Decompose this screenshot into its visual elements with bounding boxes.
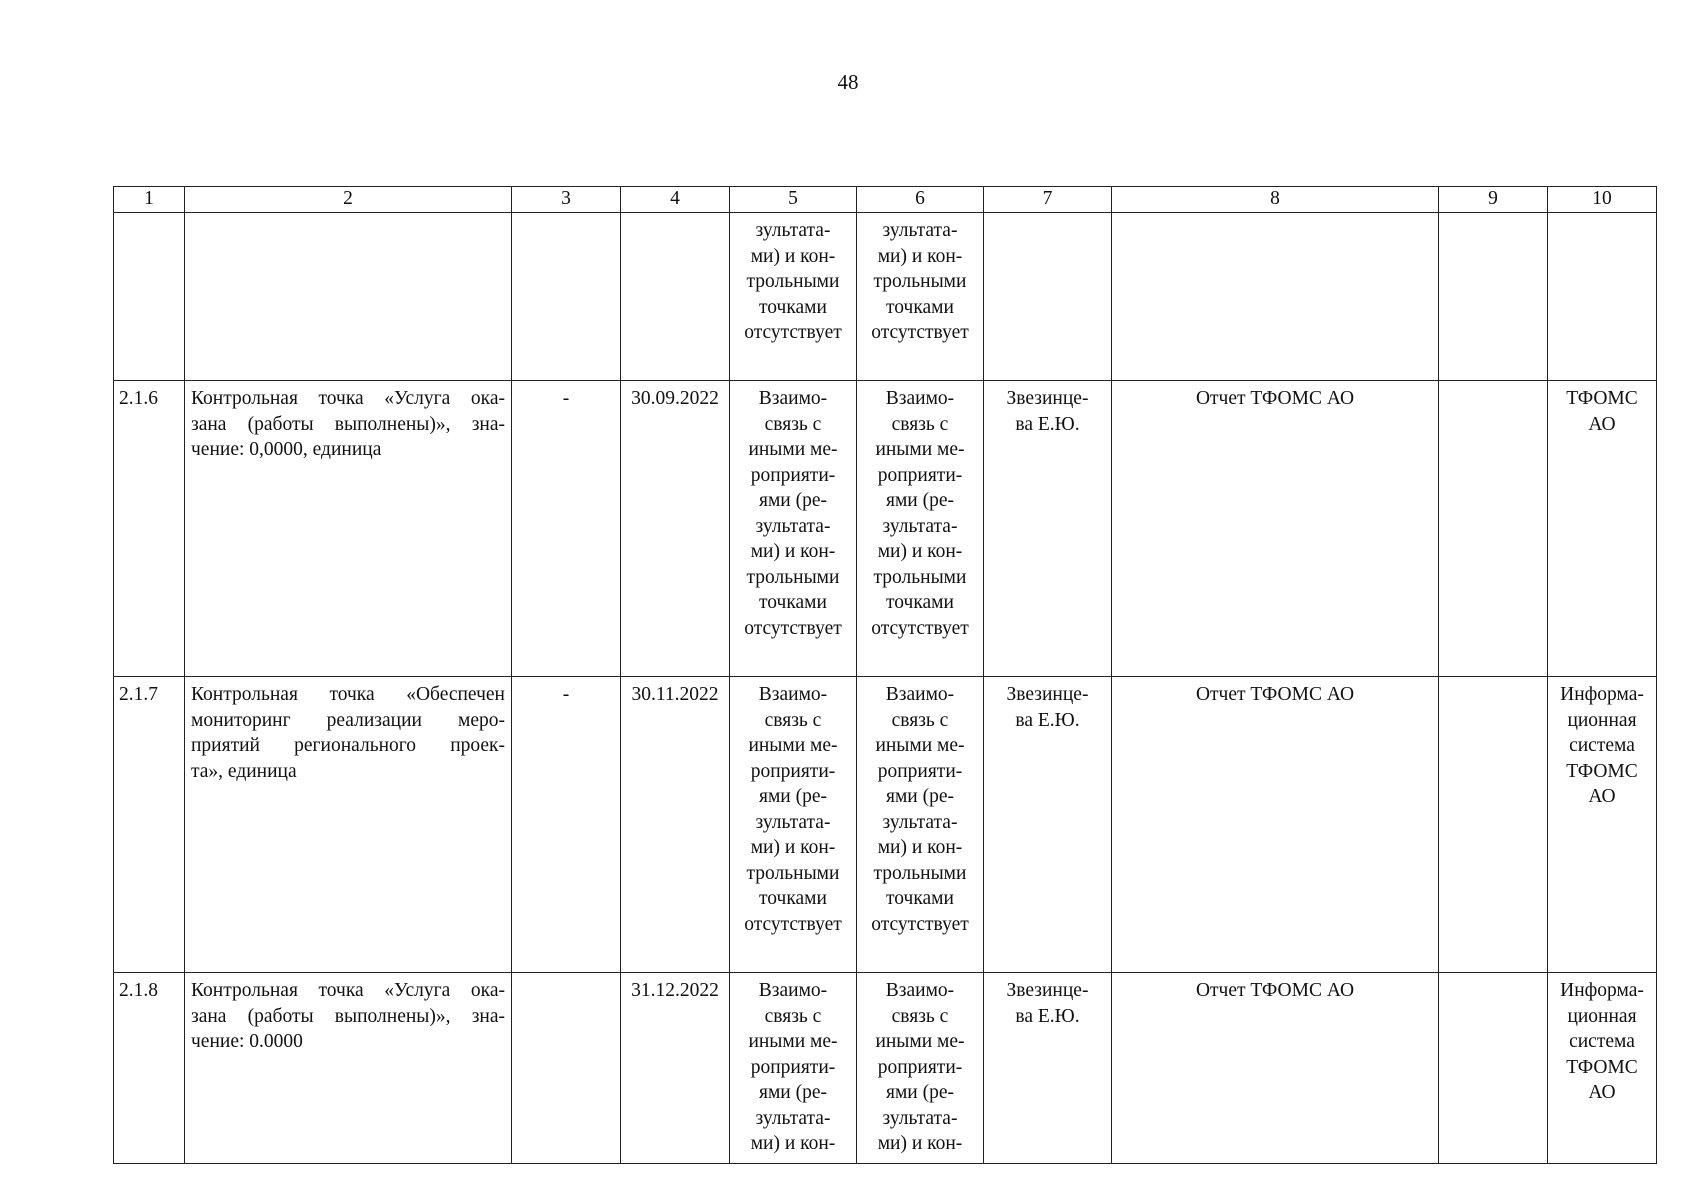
text-line: точками [886,296,954,318]
cell-date: 30.09.2022 [621,381,730,677]
cell-col3: - [512,381,621,677]
text-line: трольными [873,271,967,292]
cell-col9 [1439,973,1548,1164]
cell-name [185,973,512,1164]
text-line: роприяти- [877,760,963,782]
text-line: зультата- [755,1107,831,1129]
text-line: Звезинце- [1006,980,1089,1001]
text-line: иными ме- [875,735,965,756]
text-line: мониторинг реализации меро- [191,709,505,731]
text-line: Информа- [1560,684,1644,705]
text-line: Контрольная точка «Услуга ока- [191,980,505,1001]
table-row [114,973,1657,1164]
column-header: 8 [1112,187,1439,213]
text-line: ями (ре- [885,786,954,807]
text-line: зультата- [882,515,958,537]
text-line: ми) и кон- [750,541,836,562]
text-line: ва Е.Ю. [1015,413,1080,435]
text-line: трольными [873,566,967,588]
text-line: зультата- [882,220,958,241]
text-line: отсутствует [744,913,842,935]
cell-col3: - [512,677,621,973]
cell-col3 [512,973,621,1164]
text-line: трольными [746,862,840,884]
text-line: ми) и кон- [877,541,963,562]
text-line: чение: 0,0000, единица [191,439,382,460]
cell-info-system [1548,677,1657,973]
cell-empty [1439,213,1548,381]
text-line: отсутствует [744,322,842,343]
column-header: 6 [857,187,984,213]
cell-relation [730,381,857,677]
cell-empty [185,213,512,381]
text-line: Взаимо- [885,684,955,705]
cell-relation [730,973,857,1164]
text-line: ями (ре- [758,490,827,511]
cell-relation [857,213,984,381]
text-line: ями (ре- [885,1082,954,1103]
cell-empty [1548,213,1657,381]
cell-info-system [1548,973,1657,1164]
text-line: приятий регионального проек- [191,735,505,756]
text-line: иными ме- [748,439,838,460]
cell-empty [621,213,730,381]
cell-number: 2.1.7 [114,677,185,973]
column-header: 2 [185,187,512,213]
text-line: связь с [891,413,949,435]
text-line: зана (работы выполнены)», зна- [191,1005,505,1027]
text-line: Взаимо- [885,980,955,1001]
text-line: связь с [764,709,822,731]
text-line: отсутствует [871,913,969,935]
text-line: иными ме- [748,1031,838,1052]
text-line: Взаимо- [758,980,828,1001]
text-line: иными ме- [748,735,838,756]
text-line: ва Е.Ю. [1015,709,1080,731]
text-line: связь с [891,1005,949,1027]
text-line: роприяти- [750,760,836,782]
text-line: ТФОМС [1566,388,1638,409]
text-line: зана (работы выполнены)», зна- [191,413,505,435]
text-line: чение: 0.0000 [191,1031,303,1052]
cell-number: 2.1.6 [114,381,185,677]
cell-date: 31.12.2022 [621,973,730,1164]
text-line: ва Е.Ю. [1015,1005,1080,1027]
text-line: точками [759,296,827,318]
cell-empty [984,213,1112,381]
cell-responsible [984,381,1112,677]
text-line: точками [759,592,827,613]
text-line: роприяти- [750,1056,836,1078]
cell-relation [730,213,857,381]
text-line: Взаимо- [885,388,955,409]
text-line: зультата- [755,515,831,537]
text-line: отсутствует [744,617,842,639]
text-line: иными ме- [875,1031,965,1052]
cell-document: Отчет ТФОМС АО [1112,381,1439,677]
text-line: ТФОМС [1566,1056,1638,1078]
text-line: Информа- [1560,980,1644,1001]
text-line: та», единица [191,760,297,782]
text-line: ционная [1567,1005,1637,1027]
cell-col9 [1439,677,1548,973]
text-line: отсутствует [871,322,969,343]
text-line: АО [1588,786,1616,807]
text-line: ми) и кон- [750,245,836,267]
text-line: АО [1588,1082,1616,1103]
page-number: 48 [837,70,859,94]
text-line: ями (ре- [885,490,954,511]
column-header: 10 [1548,187,1657,213]
text-line: Контрольная точка «Обеспечен [191,684,505,705]
text-line: ми) и кон- [877,837,963,858]
column-number-row [114,187,1657,213]
text-line: ями (ре- [758,786,827,807]
table-row-continuation [114,213,1657,381]
text-line: зультата- [882,811,958,833]
text-line: Звезинце- [1006,684,1089,705]
cell-relation [730,677,857,973]
column-header: 9 [1439,187,1548,213]
text-line: роприяти- [750,464,836,486]
text-line: связь с [764,1005,822,1027]
cell-responsible [984,973,1112,1164]
text-line: система [1569,1031,1635,1052]
text-line: точками [759,888,827,909]
text-line: ТФОМС [1566,760,1638,782]
text-line: Взаимо- [758,388,828,409]
column-header: 1 [114,187,185,213]
text-line: Звезинце- [1006,388,1089,409]
column-header: 4 [621,187,730,213]
cell-document: Отчет ТФОМС АО [1112,973,1439,1164]
text-line: трольными [746,566,840,588]
cell-relation [857,381,984,677]
cell-relation [857,973,984,1164]
cell-relation [857,677,984,973]
cell-name [185,381,512,677]
text-line: трольными [873,862,967,884]
cell-col9 [1439,381,1548,677]
table-row [114,677,1657,973]
column-header: 5 [730,187,857,213]
cell-date: 30.11.2022 [621,677,730,973]
text-line: роприяти- [877,464,963,486]
text-line: ями (ре- [758,1082,827,1103]
cell-info-system [1548,381,1657,677]
text-line: ми) и кон- [750,837,836,858]
cell-empty [1112,213,1439,381]
text-line: зультата- [755,811,831,833]
text-line: ми) и кон- [877,245,963,267]
cell-name [185,677,512,973]
table-row [114,381,1657,677]
cell-document: Отчет ТФОМС АО [1112,677,1439,973]
text-line: точками [886,888,954,909]
cell-empty [512,213,621,381]
column-header: 7 [984,187,1112,213]
text-line: связь с [891,709,949,731]
text-line: зультата- [882,1107,958,1129]
text-line: ми) и кон- [877,1133,963,1154]
text-line: ционная [1567,709,1637,731]
text-line: связь с [764,413,822,435]
text-line: система [1569,735,1635,756]
text-line: зультата- [755,220,831,241]
text-line: АО [1588,413,1616,435]
text-line: Взаимо- [758,684,828,705]
text-line: роприяти- [877,1056,963,1078]
cell-empty [114,213,185,381]
text-line: трольными [746,271,840,292]
cell-number: 2.1.8 [114,973,185,1164]
plan-table [113,186,1657,1164]
column-header: 3 [512,187,621,213]
cell-responsible [984,677,1112,973]
text-line: Контрольная точка «Услуга ока- [191,388,505,409]
text-line: отсутствует [871,617,969,639]
text-line: точками [886,592,954,613]
text-line: иными ме- [875,439,965,460]
text-line: ми) и кон- [750,1133,836,1154]
